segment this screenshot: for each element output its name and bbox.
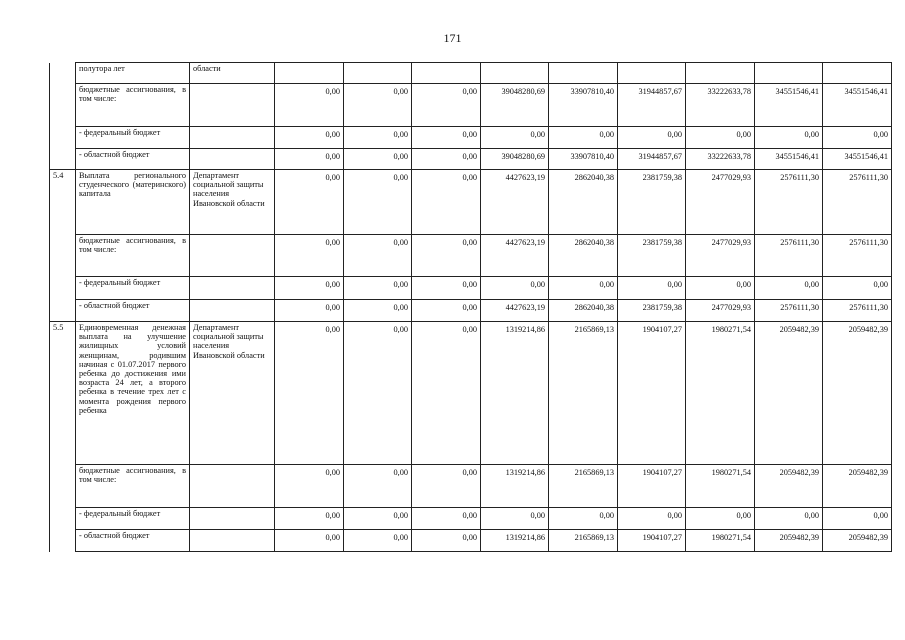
value-cell: 0,00 <box>755 508 823 530</box>
row-name: - федеральный бюджет <box>76 508 190 530</box>
value-cell: 0,00 <box>275 530 344 552</box>
row-index <box>50 465 76 508</box>
value-cell <box>823 63 892 84</box>
value-cell: 2165869,13 <box>549 322 618 465</box>
value-cell: 0,00 <box>275 170 344 235</box>
value-cell: 2059482,39 <box>755 322 823 465</box>
value-cell: 2477029,93 <box>686 235 755 277</box>
row-name: бюджетные ассигнования, в том числе: <box>76 465 190 508</box>
value-cell: 31944857,67 <box>618 84 686 127</box>
value-cell: 0,00 <box>412 235 481 277</box>
value-cell: 0,00 <box>344 84 412 127</box>
table-row <box>50 235 892 277</box>
page-number: 171 <box>443 31 462 45</box>
value-cell: 0,00 <box>412 322 481 465</box>
value-cell: 1904107,27 <box>618 322 686 465</box>
table-row <box>50 465 892 508</box>
value-cell: 39048280,69 <box>481 149 549 170</box>
value-cell: 2576111,30 <box>823 170 892 235</box>
value-cell <box>686 63 755 84</box>
budget-table <box>49 62 892 552</box>
value-cell: 0,00 <box>481 277 549 300</box>
row-name: - областной бюджет <box>76 149 190 170</box>
value-cell: 0,00 <box>344 508 412 530</box>
value-cell: 0,00 <box>481 508 549 530</box>
value-cell <box>275 63 344 84</box>
value-cell: 2165869,13 <box>549 530 618 552</box>
value-cell: 39048280,69 <box>481 84 549 127</box>
value-cell: 0,00 <box>275 465 344 508</box>
value-cell: 1980271,54 <box>686 322 755 465</box>
value-cell: 33222633,78 <box>686 84 755 127</box>
row-index <box>50 530 76 552</box>
table-row <box>50 277 892 300</box>
value-cell: 0,00 <box>275 322 344 465</box>
value-cell: 0,00 <box>412 127 481 149</box>
table-row <box>50 170 892 235</box>
value-cell: 2059482,39 <box>823 322 892 465</box>
value-cell: 0,00 <box>275 277 344 300</box>
table-row <box>50 300 892 322</box>
table-row <box>50 322 892 465</box>
table-row <box>50 127 892 149</box>
value-cell: 2059482,39 <box>755 530 823 552</box>
row-executor <box>190 277 275 300</box>
row-name: Выплата регионального студенческого (материнского) капитала <box>76 170 190 235</box>
value-cell: 2381759,38 <box>618 170 686 235</box>
table-row <box>50 508 892 530</box>
row-index <box>50 127 76 149</box>
value-cell: 2059482,39 <box>755 465 823 508</box>
table-row <box>50 63 892 84</box>
value-cell: 2165869,13 <box>549 465 618 508</box>
value-cell: 4427623,19 <box>481 235 549 277</box>
row-name: - федеральный бюджет <box>76 277 190 300</box>
row-index <box>50 277 76 300</box>
value-cell: 1980271,54 <box>686 465 755 508</box>
value-cell: 0,00 <box>686 277 755 300</box>
table-row <box>50 530 892 552</box>
value-cell: 33907810,40 <box>549 84 618 127</box>
value-cell: 0,00 <box>275 84 344 127</box>
value-cell: 4427623,19 <box>481 300 549 322</box>
row-index <box>50 63 76 84</box>
value-cell: 2381759,38 <box>618 235 686 277</box>
row-executor <box>190 508 275 530</box>
value-cell: 0,00 <box>275 149 344 170</box>
value-cell: 0,00 <box>412 300 481 322</box>
value-cell: 0,00 <box>344 235 412 277</box>
row-name: полутора лет <box>76 63 190 84</box>
row-name: бюджетные ассигнования, в том числе: <box>76 84 190 127</box>
row-name: - областной бюджет <box>76 530 190 552</box>
row-index: 5.5 <box>50 322 76 465</box>
value-cell: 34551546,41 <box>823 84 892 127</box>
row-executor: области <box>190 63 275 84</box>
value-cell: 1904107,27 <box>618 465 686 508</box>
value-cell: 0,00 <box>344 465 412 508</box>
value-cell: 0,00 <box>412 277 481 300</box>
row-index <box>50 235 76 277</box>
value-cell: 0,00 <box>755 127 823 149</box>
value-cell: 0,00 <box>412 508 481 530</box>
table-row <box>50 149 892 170</box>
value-cell: 0,00 <box>344 300 412 322</box>
value-cell: 0,00 <box>481 127 549 149</box>
value-cell: 2059482,39 <box>823 465 892 508</box>
value-cell: 0,00 <box>275 508 344 530</box>
row-executor <box>190 465 275 508</box>
row-executor <box>190 149 275 170</box>
value-cell: 0,00 <box>344 277 412 300</box>
row-executor <box>190 84 275 127</box>
row-name: - федеральный бюджет <box>76 127 190 149</box>
value-cell: 0,00 <box>618 508 686 530</box>
value-cell: 0,00 <box>755 277 823 300</box>
value-cell: 1319214,86 <box>481 465 549 508</box>
value-cell: 2059482,39 <box>823 530 892 552</box>
row-index <box>50 300 76 322</box>
value-cell: 0,00 <box>412 530 481 552</box>
value-cell: 0,00 <box>412 465 481 508</box>
value-cell: 31944857,67 <box>618 149 686 170</box>
value-cell: 0,00 <box>823 277 892 300</box>
value-cell: 1980271,54 <box>686 530 755 552</box>
value-cell: 0,00 <box>275 300 344 322</box>
value-cell: 0,00 <box>275 235 344 277</box>
value-cell: 0,00 <box>549 508 618 530</box>
value-cell: 0,00 <box>412 149 481 170</box>
value-cell: 2862040,38 <box>549 235 618 277</box>
row-name: Единовременная денежная выплата на улучшение жилищных условий женщинам, родившим начиная с 01.07.2017 первого ребенка до достижения ими возраста 24 лет, а второго ребенка в течение трех лет с момента рождения первого ребенка <box>76 322 190 465</box>
value-cell: 0,00 <box>549 127 618 149</box>
value-cell: 1319214,86 <box>481 530 549 552</box>
row-executor: Департамент социальной защиты населения Ивановской области <box>190 322 275 465</box>
row-name: - областной бюджет <box>76 300 190 322</box>
row-index: 5.4 <box>50 170 76 235</box>
value-cell: 34551546,41 <box>755 149 823 170</box>
value-cell: 0,00 <box>344 149 412 170</box>
value-cell: 0,00 <box>344 127 412 149</box>
row-executor <box>190 300 275 322</box>
value-cell: 1904107,27 <box>618 530 686 552</box>
value-cell: 2576111,30 <box>823 300 892 322</box>
row-index <box>50 508 76 530</box>
value-cell: 2477029,93 <box>686 300 755 322</box>
value-cell: 0,00 <box>686 127 755 149</box>
value-cell: 4427623,19 <box>481 170 549 235</box>
value-cell: 0,00 <box>275 127 344 149</box>
value-cell: 0,00 <box>549 277 618 300</box>
value-cell: 2477029,93 <box>686 170 755 235</box>
value-cell: 0,00 <box>344 530 412 552</box>
value-cell: 0,00 <box>686 508 755 530</box>
value-cell: 0,00 <box>618 277 686 300</box>
value-cell: 0,00 <box>823 508 892 530</box>
table-row <box>50 84 892 127</box>
value-cell: 33907810,40 <box>549 149 618 170</box>
value-cell: 34551546,41 <box>823 149 892 170</box>
value-cell <box>549 63 618 84</box>
value-cell: 0,00 <box>618 127 686 149</box>
value-cell: 2576111,30 <box>755 170 823 235</box>
value-cell: 2576111,30 <box>755 300 823 322</box>
value-cell: 0,00 <box>344 322 412 465</box>
value-cell: 0,00 <box>344 170 412 235</box>
value-cell <box>755 63 823 84</box>
value-cell: 2862040,38 <box>549 300 618 322</box>
value-cell <box>618 63 686 84</box>
row-index <box>50 84 76 127</box>
value-cell: 0,00 <box>823 127 892 149</box>
value-cell: 2862040,38 <box>549 170 618 235</box>
row-name: бюджетные ассигнования, в том числе: <box>76 235 190 277</box>
row-executor <box>190 530 275 552</box>
value-cell: 2576111,30 <box>755 235 823 277</box>
value-cell: 33222633,78 <box>686 149 755 170</box>
value-cell: 0,00 <box>412 84 481 127</box>
value-cell: 0,00 <box>412 170 481 235</box>
value-cell: 2576111,30 <box>823 235 892 277</box>
value-cell: 34551546,41 <box>755 84 823 127</box>
row-index <box>50 149 76 170</box>
value-cell <box>481 63 549 84</box>
table-body <box>50 63 892 552</box>
value-cell <box>344 63 412 84</box>
value-cell <box>412 63 481 84</box>
row-executor <box>190 127 275 149</box>
row-executor: Департамент социальной защиты населения Ивановской области <box>190 170 275 235</box>
value-cell: 2381759,38 <box>618 300 686 322</box>
row-executor <box>190 235 275 277</box>
value-cell: 1319214,86 <box>481 322 549 465</box>
